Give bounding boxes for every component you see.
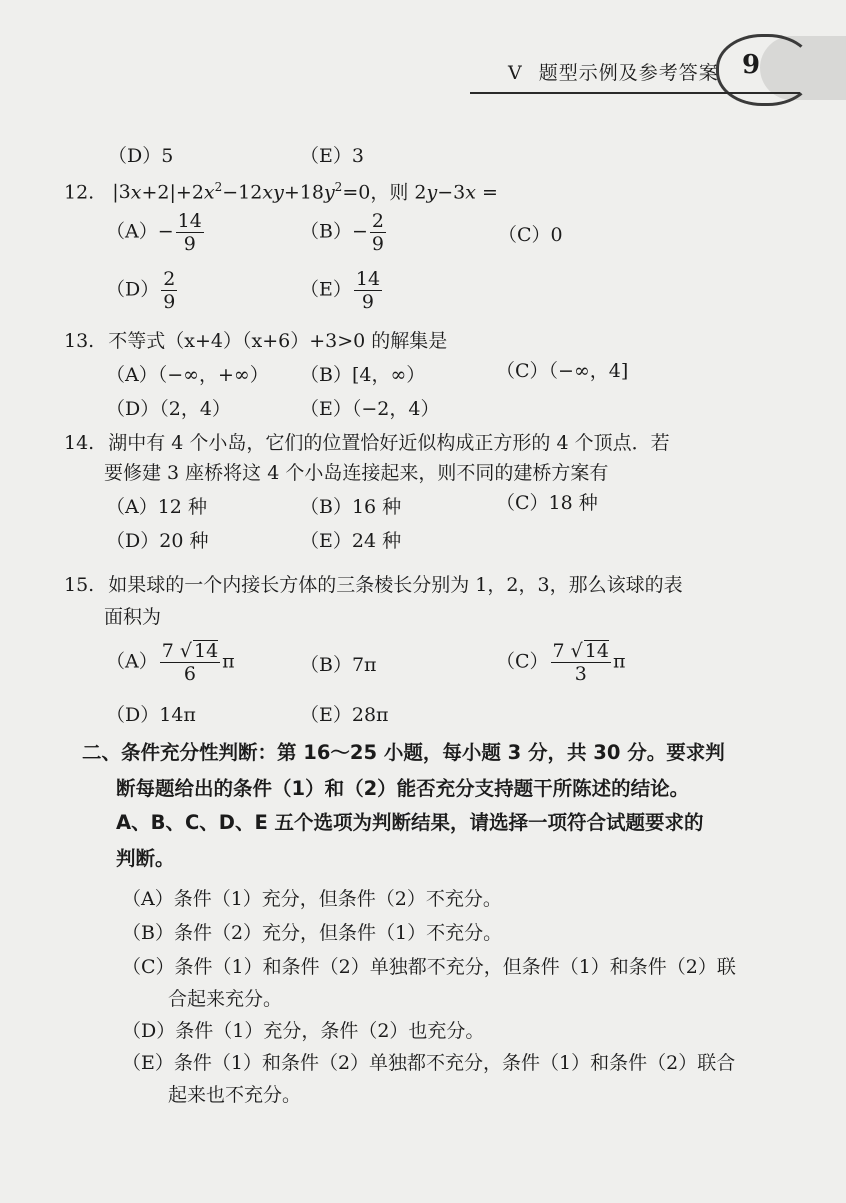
q12-option-a: [106, 210, 206, 255]
section-roman: V: [508, 62, 523, 84]
q12-e-label: （E）: [300, 278, 352, 301]
fraction: [160, 640, 220, 685]
q12-b-label: （B）−: [300, 220, 368, 243]
frac-num: 14: [177, 210, 202, 232]
q12-stem-part: +2|+2: [141, 181, 204, 204]
q12-d-label: （D）: [106, 278, 160, 301]
q13-option-c: （C）（−∞，4]: [496, 360, 629, 382]
q11-option-d: （D）5: [108, 145, 174, 167]
q12-stem-part: =0，则 2: [342, 181, 427, 204]
q12-stem-part: +18: [283, 181, 324, 204]
frac-den: 6: [183, 663, 196, 685]
coef: 7: [552, 640, 565, 662]
q15-stem-line2: 面积为: [104, 606, 162, 628]
section2-heading-line4: 判断。: [116, 847, 175, 870]
fraction: [354, 268, 382, 313]
running-header: [508, 58, 719, 85]
radicand: 14: [584, 640, 609, 662]
q14-option-c: （C）18 种: [496, 492, 598, 514]
q12-stem-part: |3: [112, 181, 131, 204]
q15-stem-line1: [64, 572, 683, 598]
q14-option-d: （D）20 种: [106, 530, 209, 552]
page-badge-ring: [716, 34, 814, 106]
frac-den: 3: [574, 663, 587, 685]
fraction: [176, 210, 204, 255]
q12-stem-part: =: [475, 181, 498, 204]
q12-stem-part: −3: [437, 181, 466, 204]
section2-option-e-line1: （E）条件（1）和条件（2）单独都不充分，条件（1）和条件（2）联合: [122, 1052, 736, 1074]
q13-option-e: （E）（−2，4）: [300, 398, 440, 420]
frac-den: 9: [163, 291, 176, 313]
frac-den: 9: [183, 233, 196, 255]
q14-option-b: （B）16 种: [300, 496, 402, 518]
q15-a-label: （A）: [106, 650, 158, 673]
q13-number: 13.: [64, 330, 95, 352]
section2-option-a: （A）条件（1）充分，但条件（2）不充分。: [122, 888, 502, 910]
q12-option-d: [106, 268, 179, 313]
frac-num: 2: [163, 268, 176, 290]
q14-option-a: （A）12 种: [106, 496, 207, 518]
fraction: [370, 210, 386, 255]
q14-stem-line2: 要修建 3 座桥将这 4 个小岛连接起来，则不同的建桥方案有: [104, 462, 609, 484]
header-rule: [470, 92, 800, 94]
radicand: 14: [193, 640, 219, 662]
q12-a-label: （A）−: [106, 220, 174, 243]
section2-heading-line1: 二、条件充分性判断：第 16～25 小题，每小题 3 分，共 30 分。要求判: [82, 741, 725, 764]
q11-option-e: （E）3: [300, 145, 364, 167]
q12-option-e: [300, 268, 384, 313]
q13-stem: [64, 328, 447, 354]
frac-num: 7 √ 14: [552, 640, 609, 662]
section2-heading-line2: 断每题给出的条件（1）和（2）能否充分支持题干所陈述的结论。: [116, 777, 690, 800]
section2-option-c-line2: 合起来充分。: [168, 988, 283, 1010]
q15-option-b: （B）7π: [300, 654, 377, 676]
page-number: 9: [742, 50, 761, 80]
q12-stem-part: −12: [222, 181, 263, 204]
q15-option-a: [106, 640, 235, 685]
frac-num: 7 √ 14: [161, 640, 219, 662]
q13-option-d: （D）（2，4）: [106, 398, 231, 420]
section2-option-b: （B）条件（2）充分，但条件（1）不充分。: [122, 922, 503, 944]
frac-num: 2: [371, 210, 384, 232]
q12-option-b: [300, 210, 388, 255]
q12-option-c: （C）0: [498, 224, 563, 246]
q15-option-e: （E）28π: [300, 704, 389, 726]
q14-number: 14.: [64, 432, 95, 454]
q14-stem-text: 湖中有 4 个小岛，它们的位置恰好近似构成正方形的 4 个顶点．若: [108, 432, 670, 454]
q15-stem-text: 如果球的一个内接长方体的三条棱长分别为 1，2，3，那么该球的表: [108, 574, 683, 596]
q13-option-a: （A）（−∞，+∞）: [106, 364, 269, 386]
section2-option-c-line1: （C）条件（1）和条件（2）单独都不充分，但条件（1）和条件（2）联: [122, 956, 736, 978]
section2-option-d: （D）条件（1）充分，条件（2）也充分。: [122, 1020, 485, 1042]
q15-number: 15.: [64, 574, 95, 596]
section2-option-e-line2: 起来也不充分。: [168, 1084, 302, 1106]
q12-stem: 12. $|3x+2|+2x^2-12xy+18y^2=0$，则 2y−3x =: [64, 180, 498, 204]
frac-num: 14: [355, 268, 381, 290]
frac-den: 9: [371, 233, 384, 255]
section-title: 题型示例及参考答案: [538, 62, 719, 84]
q13-option-b: （B）[4，∞）: [300, 364, 426, 386]
q15-c-label: （C）: [496, 650, 549, 673]
fraction: [551, 640, 611, 685]
q15-option-c: [496, 640, 625, 685]
q15-option-d: （D）14π: [106, 704, 196, 726]
q12-number: 12.: [64, 181, 95, 204]
q14-stem-line1: [64, 430, 670, 456]
fraction: [161, 268, 177, 313]
coef: 7: [161, 640, 174, 662]
pi: π: [222, 650, 235, 673]
frac-den: 9: [361, 291, 375, 313]
pi: π: [612, 650, 626, 673]
q13-stem-text: 不等式（x+4）（x+6）+3>0 的解集是: [108, 330, 448, 352]
q14-option-e: （E）24 种: [300, 530, 402, 552]
section2-heading-line3: A、B、C、D、E 五个选项为判断结果，请选择一项符合试题要求的: [116, 811, 704, 834]
